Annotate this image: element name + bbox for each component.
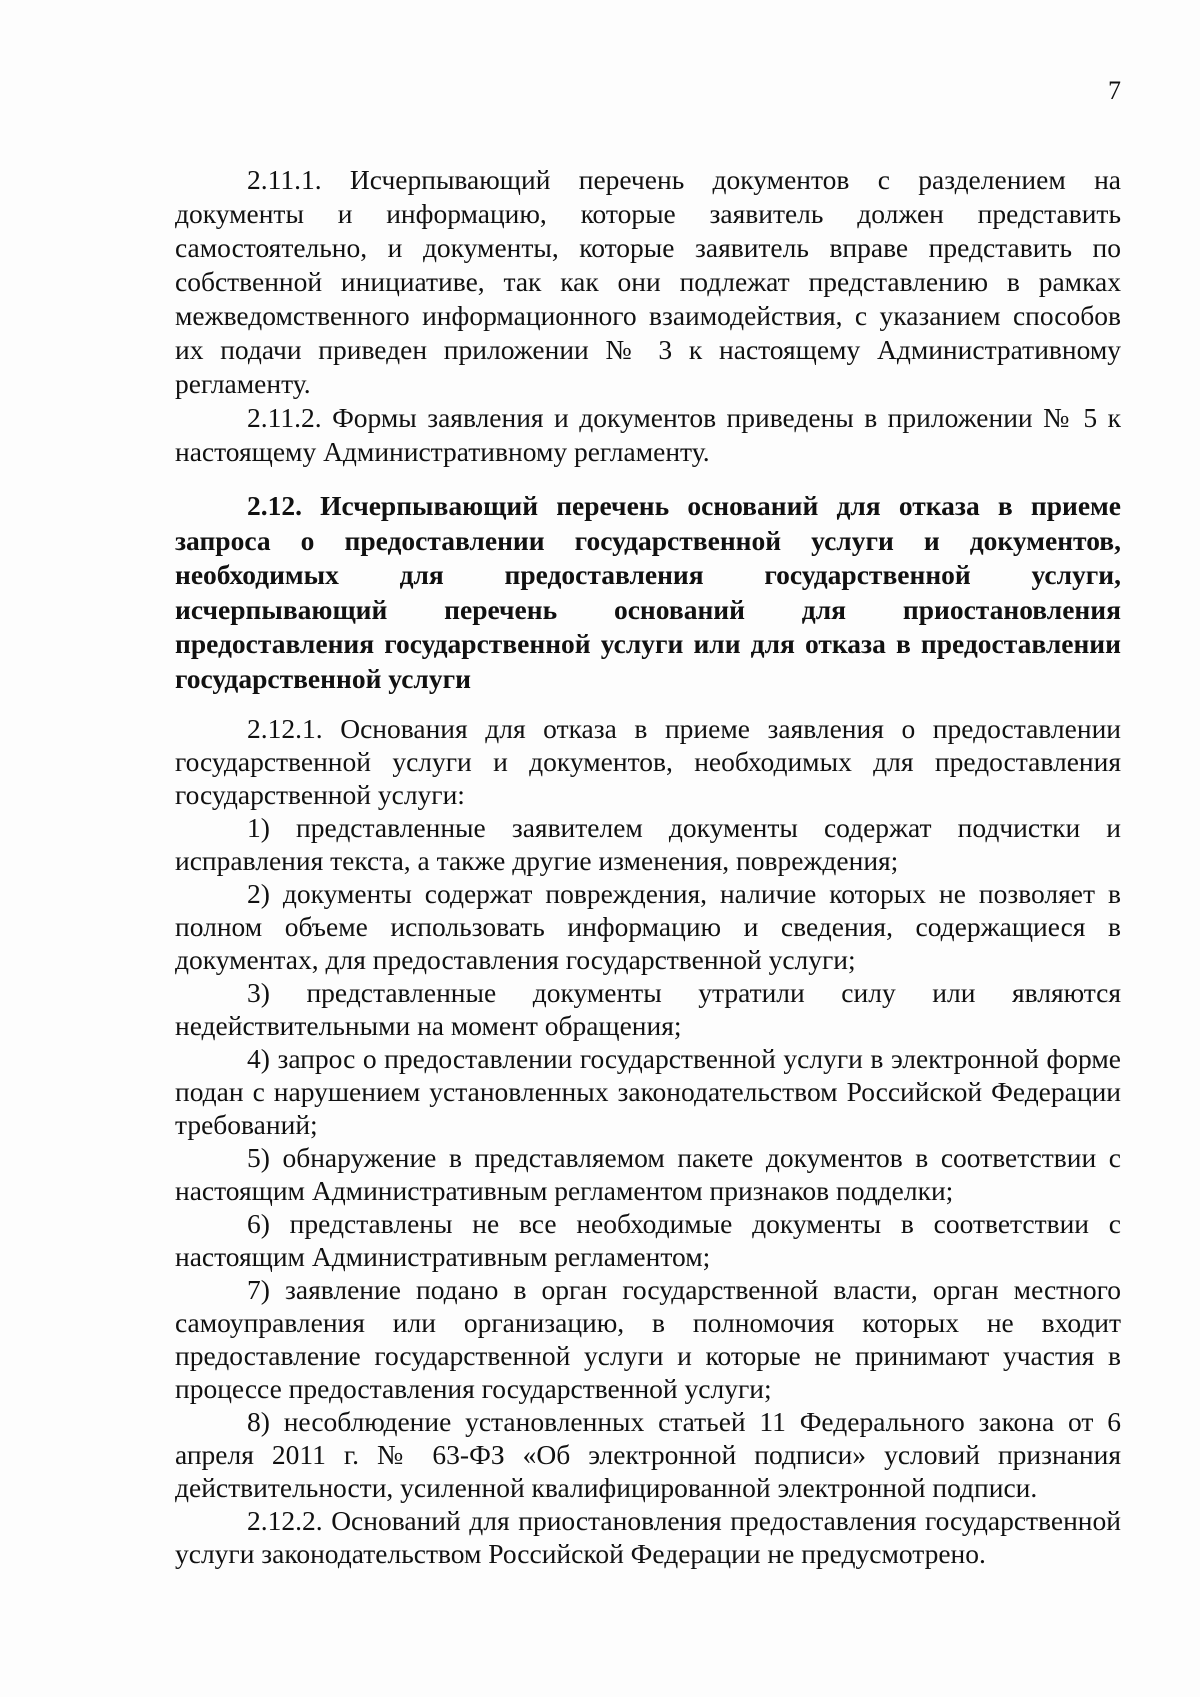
paragraph-2-12-1: 2.12.1. Основания для отказа в приеме заявления о предоставлении государственной услуги и документов, необходимых для предоставления государственной услуги: <box>175 713 1121 810</box>
list-item-4: 4) запрос о предоставлении государственной услуги в электронной форме подан с нарушением установленных законодательством Российской Федерации требований; <box>175 1043 1121 1140</box>
section-2-11 <box>175 163 1121 469</box>
list-item-1: 1) представленные заявителем документы содержат подчистки и исправления текста, а также другие изменения, повреждения; <box>175 812 1121 876</box>
paragraph-2-12-2: 2.12.2. Оснований для приостановления предоставления государственной услуги законодательством Российской Федерации не предусмотрено. <box>175 1505 1121 1569</box>
list-item-3: 3) представленные документы утратили силу или являются недействительными на момент обращения; <box>175 977 1121 1041</box>
list-item-7: 7) заявление подано в орган государственной власти, орган местного самоуправления или организацию, в полномочия которых не входит предоставление государственной услуги и которые не принимают участия в процессе предоставления государственной услуги; <box>175 1274 1121 1404</box>
section-2-12-body <box>175 712 1121 1570</box>
list-item-5: 5) обнаружение в представляемом пакете документов в соответствии с настоящим Административным регламентом признаков подделки; <box>175 1142 1121 1206</box>
section-2-12-heading-block <box>175 489 1121 696</box>
section-heading-2-12: 2.12. Исчерпывающий перечень оснований для отказа в приеме запроса о предоставлении государственной услуги и документов, необходимых для предоставления государственной услуги, исчерпывающий перечень оснований для приостановления предоставления государственной услуги или для отказа в предоставлении государственной услуги <box>175 490 1121 694</box>
paragraph-2-11-1: 2.11.1. Исчерпывающий перечень документов с разделением на документы и информацию, которые заявитель должен представить самостоятельно, и документы, которые заявитель вправе представить по собственной инициативе, так как они подлежат представлению в рамках межведомственного информационного взаимодействия, с указанием способов их подачи приведен приложении № 3 к настоящему Административному регламенту. <box>175 164 1121 399</box>
paragraph-2-11-2: 2.11.2. Формы заявления и документов приведены в приложении № 5 к настоящему Административному регламенту. <box>175 402 1121 467</box>
list-item-8: 8) несоблюдение установленных статьей 11 Федерального закона от 6 апреля 2011 г. № 63-ФЗ «Об электронной подписи» условий признания действительности, усиленной квалифицированной электронной подписи. <box>175 1406 1121 1503</box>
list-item-2: 2) документы содержат повреждения, наличие которых не позволяет в полном объеме использовать информацию и сведения, содержащиеся в документах, для предоставления государственной услуги; <box>175 878 1121 975</box>
list-item-6: 6) представлены не все необходимые документы в соответствии с настоящим Административным регламентом; <box>175 1208 1121 1272</box>
page-number: 7 <box>1108 76 1121 105</box>
